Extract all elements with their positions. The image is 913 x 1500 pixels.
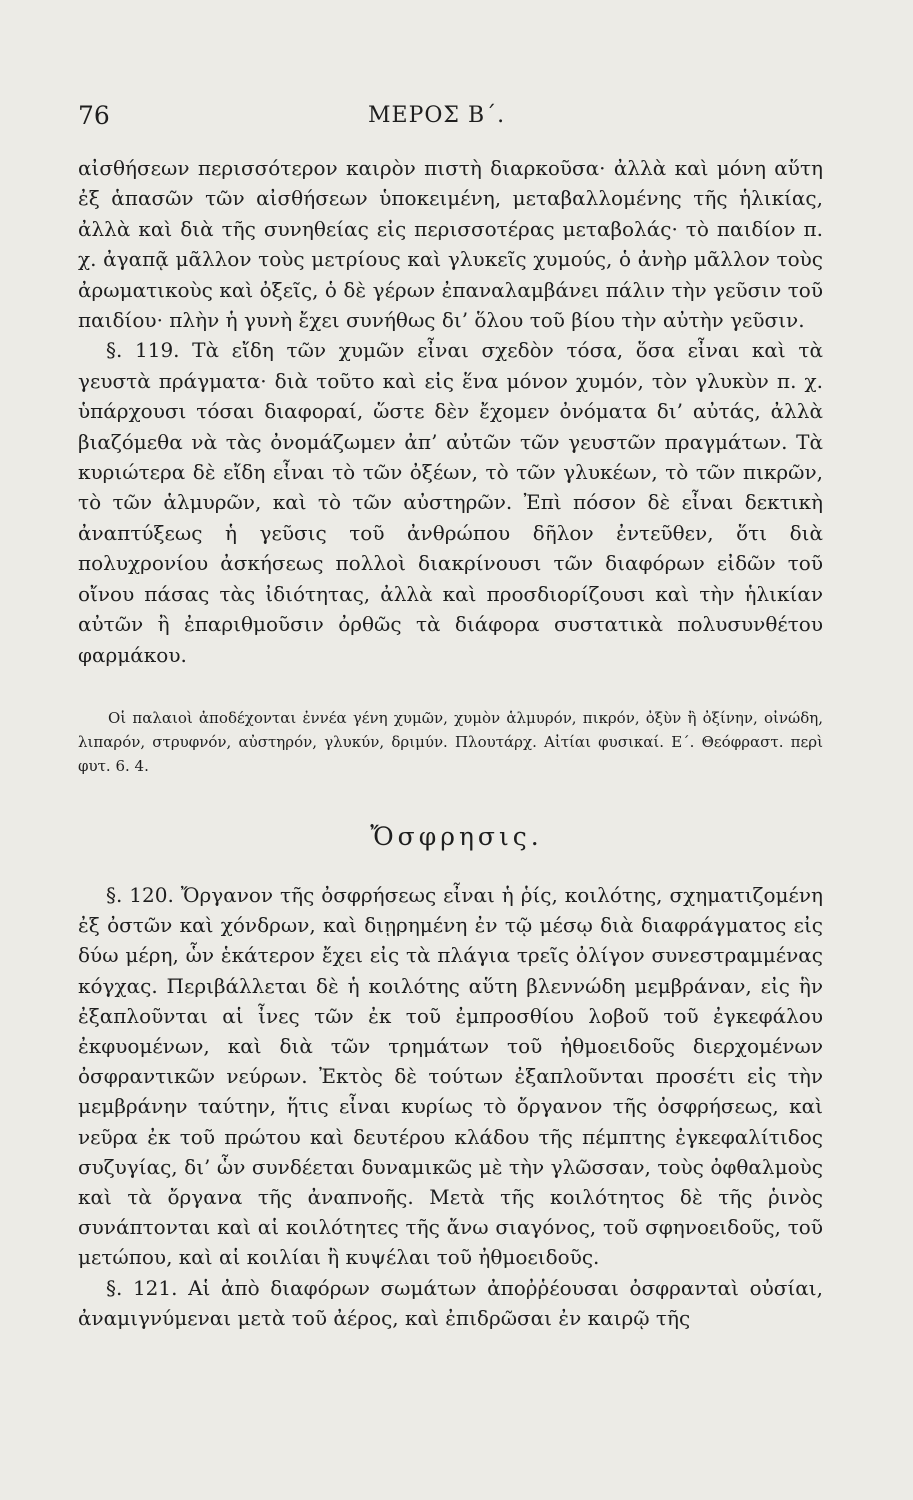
running-head: ΜΕΡΟΣ Β΄.	[368, 103, 506, 128]
paragraph-120: §. 120. Ὄργανον τῆς ὀσφρήσεως εἶναι ἡ ῥίς, κοιλότης, σχηματιζομένη ἐξ ὀστῶν καὶ χόνδρων, καὶ διῃρημένη ἐν τῷ μέσῳ διὰ διαφράγματος εἰς δύω μέρη, ὧν ἑκάτερον ἔχει εἰς τὰ πλάγια τρεῖς ὀλίγον συνεστραμμένας κόγχας. Περιβάλλεται δὲ ἡ κοιλότης αὕτη βλεννώδη μεμβράναν, εἰς ἣν ἐξαπλοῦνται αἱ ἶνες τῶν ἐκ τοῦ ἐμπροσθίου λοβοῦ τοῦ ἐγκεφάλου ἐκφυομένων, καὶ διὰ τῶν τρημάτων τοῦ ἠθμοειδοῦς διερχομένων ὀσφραντικῶν νεύρων. Ἐκτὸς δὲ τούτων ἐξαπλοῦνται προσέτι εἰς τὴν μεμβράνην ταύτην, ἥτις εἶναι κυρίως τὸ ὄργανον τῆς ὀσφρήσεως, καὶ νεῦρα ἐκ τοῦ πρώτου καὶ δευτέρου κλάδου τῆς πέμπτης ἐγκεφαλίτιδος συζυγίας, δι’ ὧν συνδέεται δυναμικῶς μὲ τὴν γλῶσσαν, τοὺς ὀφθαλμοὺς καὶ τὰ ὄργανα τῆς ἀναπνοῆς. Μετὰ τῆς κοιλότητος δὲ τῆς ῥινὸς συνάπτονται καὶ αἱ κοιλότητες τῆς ἄνω σιαγόνος, τοῦ σφηνοειδοῦς, τοῦ μετώπου, καὶ αἱ κοιλίαι ἢ κυψέλαι τοῦ ἠθμοειδοῦς.	[78, 883, 823, 1270]
paragraph-continuation: αἰσθήσεων περισσότερον καιρὸν πιστὴ διαρκοῦσα· ἀλλὰ καὶ μόνη αὕτη ἐξ ἁπασῶν τῶν αἰσθήσεων ὑποκειμένη, μεταβαλλομένης τῆς ἡλικίας, ἀλλὰ καὶ διὰ τῆς συνηθείας εἰς περισσοτέρας μεταβολάς· τὸ παιδίον π. χ. ἀγαπᾷ μᾶλλον τοὺς μετρίους καὶ γλυκεῖς χυμούς, ὁ ἀνὴρ μᾶλλον τοὺς ἀρωματικοὺς καὶ ὀξεῖς, ὁ δὲ γέρων ἐπαναλαμβάνει πάλιν τὴν γεῦσιν τοῦ παιδίου· πλὴν ἡ γυνὴ ἔχει συνήθως δι’ ὅλου τοῦ βίου τὴν αὐτὴν γεῦσιν.	[78, 156, 823, 333]
footnote	[78, 706, 823, 778]
section-heading: Ὄσφρησις.	[370, 822, 543, 851]
second-text-block	[78, 880, 823, 1333]
page-number: 76	[78, 101, 110, 130]
main-text-block	[78, 153, 823, 670]
paragraph-119: §. 119. Τὰ εἴδη τῶν χυμῶν εἶναι σχεδὸν τόσα, ὅσα εἶναι καὶ τὰ γευστὰ πράγματα· διὰ τοῦτο καὶ εἰς ἕνα μόνον χυμόν, τὸν γλυκὺν π. χ. ὑπάρχουσι τόσαι διαφοραί, ὥστε δὲν ἔχομεν ὀνόματα δι’ αὐτάς, ἀλλὰ βιαζόμεθα νὰ τὰς ὀνομάζωμεν ἀπ’ αὐτῶν τῶν γευστῶν πραγμάτων. Τὰ κυριώτερα δὲ εἴδη εἶναι τὸ τῶν ὀξέων, τὸ τῶν γλυκέων, τὸ τῶν πικρῶν, τὸ τῶν ἁλμυρῶν, καὶ τὸ τῶν αὐστηρῶν. Ἐπὶ πόσον δὲ εἶναι δεκτικὴ ἀναπτύξεως ἡ γεῦσις τοῦ ἀνθρώπου δῆλον ἐντεῦθεν, ὅτι διὰ πολυχρονίου ἀσκήσεως πολλοὶ διακρίνουσι τῶν διαφόρων εἰδῶν τοῦ οἴνου πάσας τὰς ἰδιότητας, ἀλλὰ καὶ προσδιορίζουσι καὶ τὴν ἡλικίαν αὐτῶν ἢ ἐπαριθμοῦσιν ὀρθῶς τὰ διάφορα συστατικὰ πολυσυνθέτου φαρμάκου.	[78, 338, 823, 667]
paragraph-121: §. 121. Αἱ ἀπὸ διαφόρων σωμάτων ἀποῤῥέουσαι ὀσφρανταὶ οὐσίαι, ἀναμιγνύμεναι μετὰ τοῦ ἀέρος, καὶ ἐπιδρῶσαι ἐν καιρῷ τῆς	[78, 1275, 823, 1330]
footnote-text: Οἱ παλαιοὶ ἀποδέχονται ἐννέα γένη χυμῶν, χυμὸν ἁλμυρόν, πικρόν, ὀξὺν ἢ ὀξίνην, οἰνώδη, λιπαρόν, στρυφνόν, αὐστηρόν, γλυκύν, δριμύν. Πλουτάρχ. Αἰτίαι φυσικαί. Ε΄. Θεόφραστ. περὶ φυτ. 6. 4.	[78, 709, 823, 775]
